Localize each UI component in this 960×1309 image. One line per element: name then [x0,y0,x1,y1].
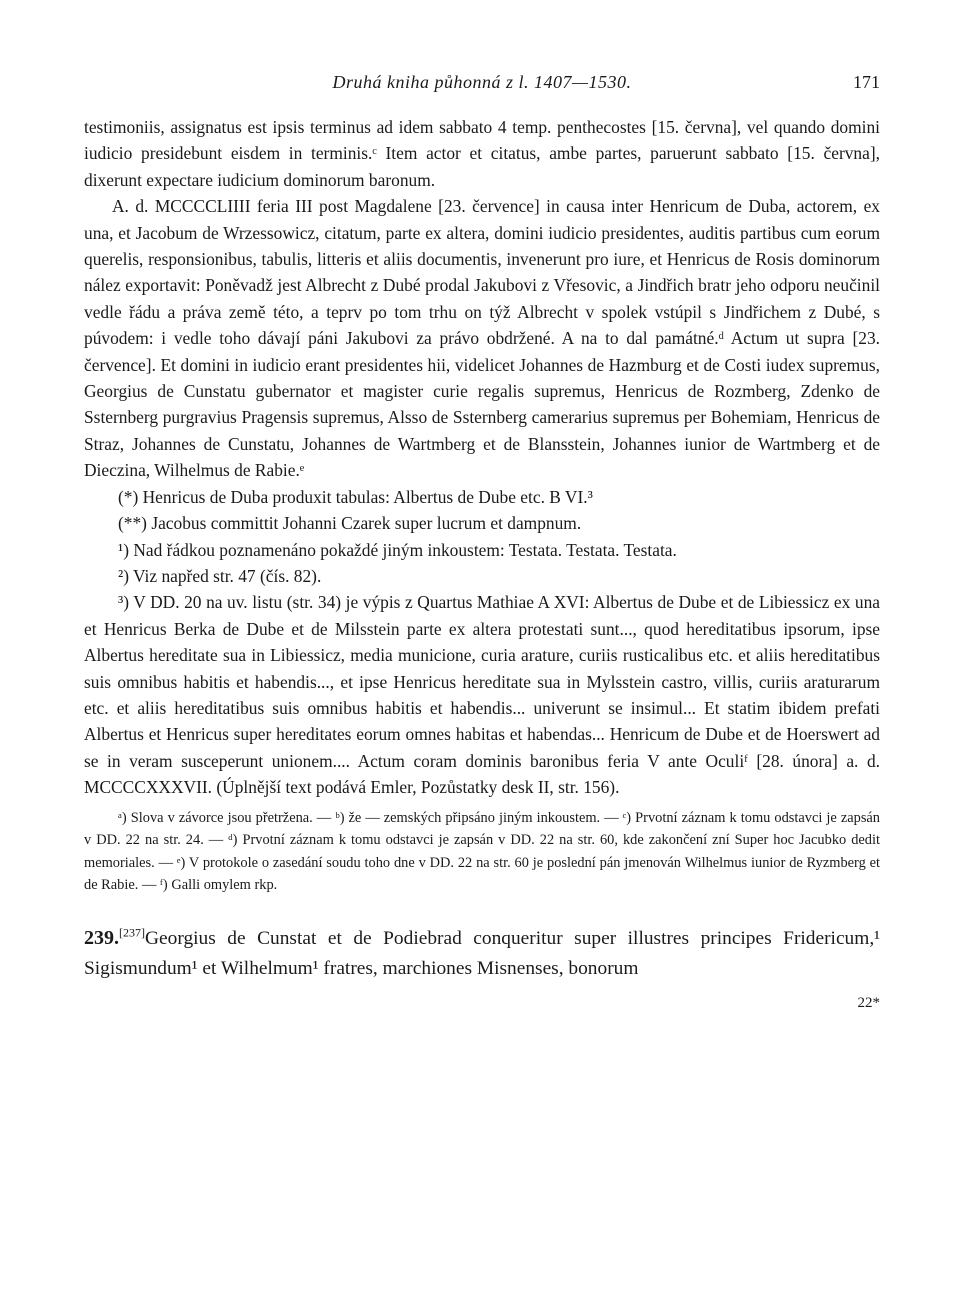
marginal-note: (**) Jacobus committit Johanni Czarek super lucrum et dampnum. [118,513,582,534]
document-number: 239. [84,926,119,949]
document-regest: Georgius de Cunstat et de Podiebrad conqueritur super illustres principes Fridericum,¹ Sigismundum¹ et Wilhelmum¹ fratres, marchiones Misnenses, bonorum [84,927,880,979]
footnote: ³) V DD. 20 na uv. listu (str. 34) je výpis z Quartus Mathiae A XVI: Albertus de Dube et de Libiessicz ex una et Henricus Berka de Dube et de Milsstein parte ex altera protestati sunt..., quod hereditatibus ipsorum, ipse Albertus hereditate sua in Libiessicz, media municione, curia arature, curiis rusticalibus etc. et aliis hereditatibus suis omnibus habitis et habendis..., et ipse Henricus hereditate sua in Mylsstein castro, villis, curiis araturarum etc. et aliis hereditatibus suis omnibus habitis et habendis... univerunt se insimul... Et statim ibidem prefati Albertus et Henricus super hereditates eorum omnes habitas et habendas... Henricum de Dube et de Hoerswert ad se in veram susceperunt unionem.... Actum coram dominis baronibus feria V ante Oculiᶠ [28. února] a. d. MCCCCXXXVII. (Úplnější text podává Emler, Pozůstatky desk II, str. 156). [84,592,880,798]
signature-mark: 22* [857,994,880,1011]
paragraph-judgment: A. d. MCCCCLIIII feria III post Magdalene [23. července] in causa inter Henricum de Duba, actorem, ex una, et Jacobum de Wrzessowicz, citatum, parte ex altera, domini iudicio presidentes, auditis partibus cum eorum querelis, responsionibus, tabulis, litteris et aliis documentis, invenerunt pro iure, et Henricus de Rosis dominorum nález exportavit: Poněvadž jest Albrecht z Dubé prodal Jakubovi z Vřesovic, a Jindřich bratr jeho odporu neučinil vedle řádu a práva země této, a teprv po tom trhu on týž Albrecht v spolek vstúpil s Jindřichem z Dubé, s púvodem: i vedle toho dávají páni Jakubovi za právo obdržené. A na to dal památné.ᵈ Actum ut supra [23. července]. Et domini in iudicio erant presidentes hii, videlicet Johannes de Hazmburg et de Costi iudex supremus, Georgius de Cunstatu gubernator et magister curie regalis supremus, Henricus de Rozmberg, Zdenko de Ssternberg purgravius Pragensis supremus, Alsso de Ssternberg camerarius supremus per Bohemiam, Henricus de Straz, Johannes de Cunstatu, Johannes de Wartmberg et de Blansstein, Johannes iunior de Wartmberg et de Dieczina, Wilhelmus de Rabie.ᵉ [84,196,880,481]
next-document-text [84,923,880,984]
next-document [84,923,880,1011]
page [84,66,880,1011]
textual-note: ᵃ) Slova v závorce jsou přetržena. — ᵇ) že — zemských připsáno jiným inkoustem. — ᶜ) Prvotní záznam k tomu odstavci je zapsán v DD. 22 na str. 24. — ᵈ) Prvotní záznam k tomu odstavci je zapsán v DD. 22 na str. 60, kde zakončení zní Super hoc Jacubko dedit memoriales. — ᵉ) V protokole o zasedání soudu toho dne v DD. 22 na str. 60 je poslední pán jmenován Wilhelmus iunior de Ryzmberg et de Rabie. — ᶠ) Galli omylem rkp. [84,809,880,894]
textual-notes [84,807,880,897]
marginal-note: (*) Henricus de Duba produxit tabulas: Albertus de Dube etc. B VI.³ [118,486,593,507]
paragraph-continuation: testimoniis, assignatus est ipsis terminus ad idem sabbato 4 temp. penthecostes [15. června], vel quando domini iudicio presidebunt eisdem in terminis.ᶜ Item actor et citatus, ambe partes, paruerunt sabbato [15. června], dixerunt expectare iudicium dominorum baronum. [84,117,880,190]
apparatus [84,484,880,801]
running-head [84,66,880,106]
footnote: ¹) Nad řádkou poznamenáno pokaždé jiným inkoustem: Testata. Testata. Testata. [118,539,677,560]
footnote: ²) Viz napřed str. 47 (čís. 82). [118,565,322,586]
running-title: Druhá kniha půhonná z l. 1407—1530. [332,72,632,92]
main-text [84,114,880,484]
document-reference: [237] [119,925,146,940]
page-number: 171 [853,72,880,92]
